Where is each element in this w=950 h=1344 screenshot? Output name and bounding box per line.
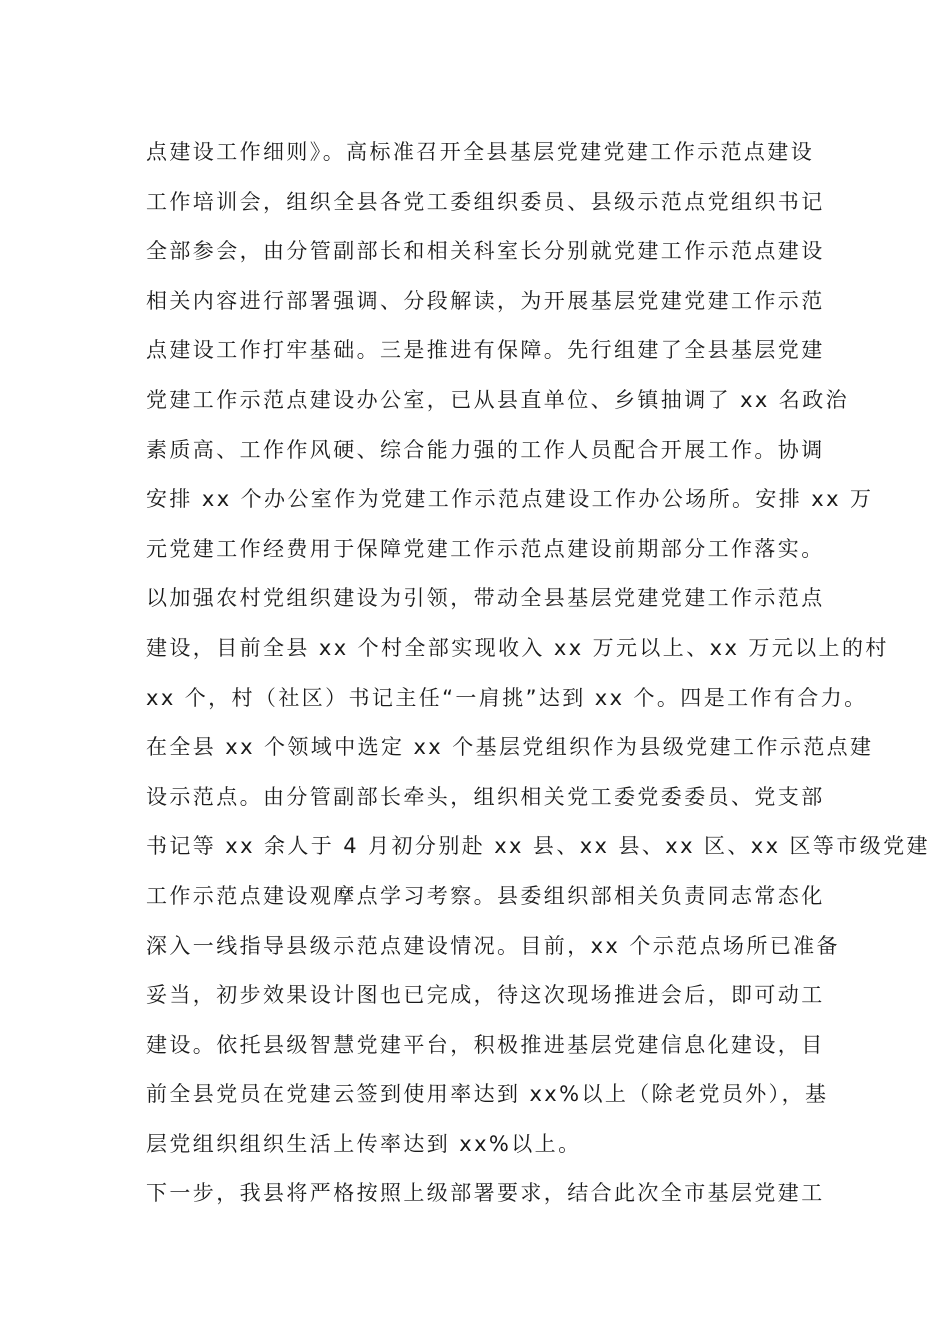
text-line: 党建工作示范点建设办公室，已从县直单位、乡镇抽调了 xx 名政治 — [146, 387, 850, 412]
text-line: 工作培训会，组织全县各党工委组织委员、县级示范点党组织书记 — [146, 189, 825, 214]
text-line: xx 个，村（社区）书记主任“一肩挑”达到 xx 个。四是工作有合力。 — [146, 685, 868, 710]
text-line: 安排 xx 个办公室作为党建工作示范点建设工作办公场所。安排 xx 万 — [146, 487, 874, 512]
text-line: 全部参会，由分管副部长和相关科室长分别就党建工作示范点建设 — [146, 239, 825, 264]
text-line: 建设，目前全县 xx 个村全部实现收入 xx 万元以上、xx 万元以上的村 — [146, 635, 889, 660]
text-line: 工作示范点建设观摩点学习考察。县委组织部相关负责同志常态化 — [146, 883, 825, 908]
text-line: 元党建工作经费用于保障党建工作示范点建设前期部分工作落实。 — [146, 536, 825, 561]
text-line: 设示范点。由分管副部长牵头，组织相关党工委党委委员、党支部 — [146, 784, 825, 809]
text-line: 前全县党员在党建云签到使用率达到 xx%以上（除老党员外），基 — [146, 1082, 829, 1107]
text-line: 下一步，我县将严格按照上级部署要求，结合此次全市基层党建工 — [146, 1181, 825, 1206]
text-line: 点建设工作细则》。高标准召开全县基层党建党建工作示范点建设 — [146, 140, 815, 164]
text-line: 以加强农村党组织建设为引领，带动全县基层党建党建工作示范点 — [146, 586, 825, 611]
body-text — [146, 128, 930, 1219]
text-line: 妥当，初步效果设计图也已完成，待这次现场推进会后，即可动工 — [146, 983, 825, 1008]
text-line: 素质高、工作作风硬、综合能力强的工作人员配合开展工作。协调 — [146, 437, 825, 462]
text-line: 建设。依托县级智慧党建平台，积极推进基层党建信息化建设，目 — [146, 1032, 825, 1057]
text-line: 点建设工作打牢基础。三是推进有保障。先行组建了全县基层党建 — [146, 338, 825, 363]
text-line: 书记等 xx 余人于 4 月初分别赴 xx 县、xx 县、xx 区、xx 区等市级党建 — [146, 834, 930, 859]
text-line: 层党组织组织生活上传率达到 xx%以上。 — [146, 1131, 582, 1156]
text-line: 在全县 xx 个领域中选定 xx 个基层党组织作为县级党建工作示范点建 — [146, 735, 874, 760]
text-line: 相关内容进行部署强调、分段解读，为开展基层党建党建工作示范 — [146, 288, 825, 313]
text-line: 深入一线指导县级示范点建设情况。目前，xx 个示范点场所已准备 — [146, 933, 840, 958]
